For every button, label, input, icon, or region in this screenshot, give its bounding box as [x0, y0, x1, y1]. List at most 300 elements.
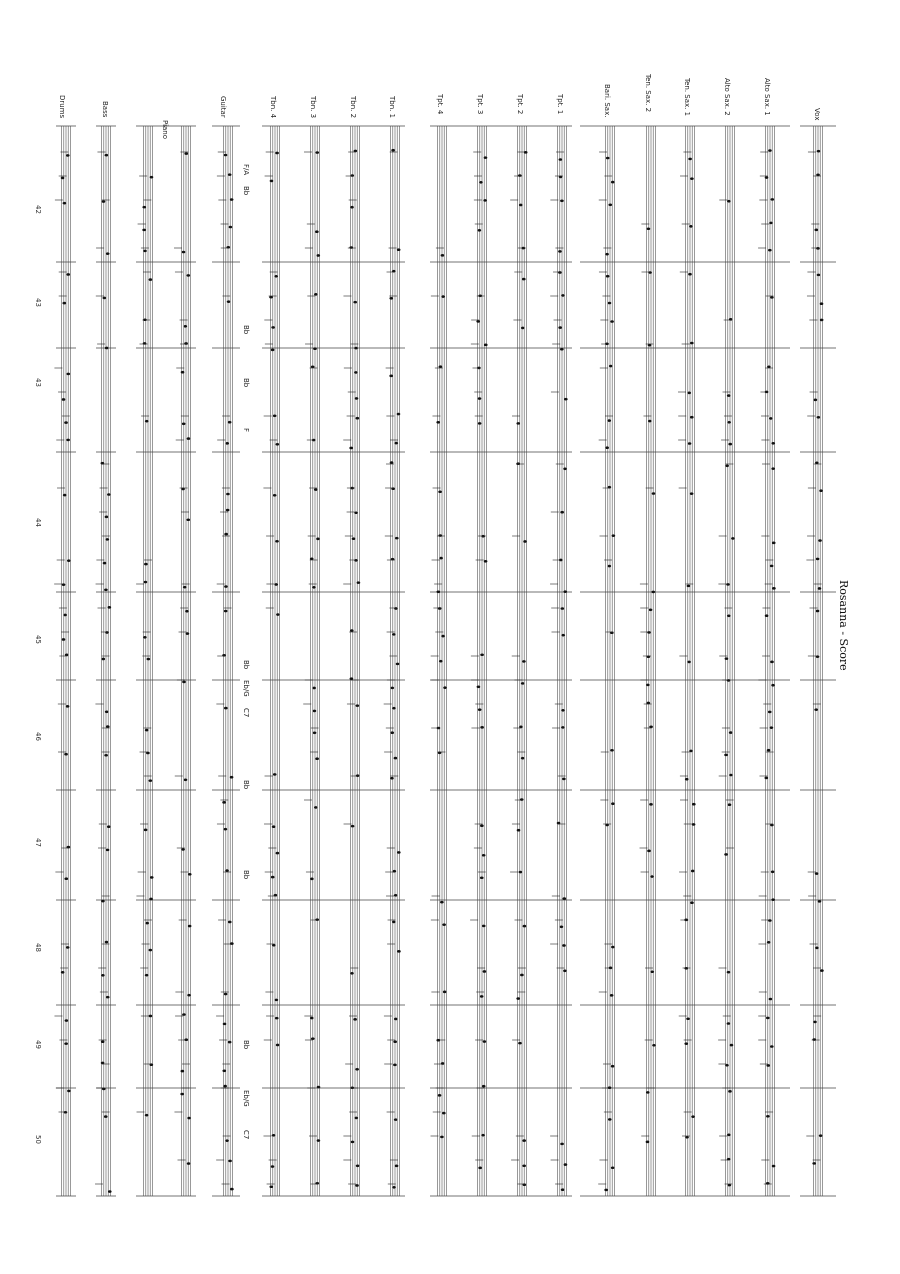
instrument-label-vox: Vox — [813, 108, 821, 121]
note-head — [180, 1093, 184, 1096]
note-head — [224, 707, 228, 710]
chord-symbols — [242, 164, 250, 1139]
note-head — [184, 778, 188, 781]
note-head — [650, 875, 654, 878]
note-head — [181, 1070, 185, 1073]
note-head — [67, 1090, 71, 1093]
score-title: Rosanna - Score — [837, 580, 850, 671]
note-head — [649, 608, 653, 611]
note-head — [443, 991, 447, 994]
note-head — [814, 229, 818, 232]
note-head — [476, 320, 480, 323]
note-head — [145, 922, 149, 925]
note-head — [390, 777, 394, 780]
note-head — [273, 494, 277, 497]
instrument-label-tpt-3: Tpt. 3 — [476, 94, 484, 115]
note-head — [103, 562, 107, 565]
note-head — [726, 583, 730, 586]
note-head — [356, 417, 360, 420]
note-head — [104, 754, 108, 757]
note-head — [727, 679, 731, 682]
note-head — [395, 537, 399, 540]
measure-number: 47 — [34, 838, 42, 847]
note-head — [356, 704, 360, 707]
note-head — [392, 1186, 396, 1189]
note-head — [820, 319, 824, 322]
note-head — [226, 493, 230, 496]
note-head — [730, 1044, 734, 1047]
note-head — [355, 1068, 359, 1071]
note-head — [102, 200, 106, 203]
note-head — [646, 1091, 650, 1094]
note-head — [731, 537, 735, 540]
note-head — [230, 776, 234, 779]
note-head — [397, 950, 401, 953]
note-head — [820, 969, 824, 972]
note-head — [106, 996, 110, 999]
note-head — [727, 1134, 731, 1137]
note-head — [227, 300, 231, 303]
note-head — [562, 897, 566, 900]
note-head — [518, 1042, 522, 1045]
note-head — [188, 873, 192, 876]
note-head — [101, 900, 105, 903]
note-head — [766, 1115, 770, 1118]
note-head — [230, 1188, 234, 1191]
instrument-label-alto-sax-1: Alto Sax. 1 — [763, 78, 771, 116]
note-head — [816, 247, 820, 250]
note-head — [62, 583, 66, 586]
note-head — [394, 1018, 398, 1021]
instrument-label-tpt-4: Tpt. 4 — [436, 94, 444, 115]
note-head — [770, 296, 774, 299]
note-head — [770, 661, 774, 664]
note-head — [562, 944, 566, 947]
note-head — [561, 634, 565, 637]
note-head — [558, 250, 562, 253]
note-head — [724, 853, 728, 856]
chord-symbol: Bb — [242, 378, 250, 388]
note-head — [145, 1114, 149, 1117]
note-head — [224, 993, 228, 996]
note-head — [62, 302, 66, 305]
note-head — [355, 1117, 359, 1120]
note-head — [392, 707, 396, 710]
note-head — [814, 708, 818, 711]
note-head — [441, 635, 445, 638]
note-head — [274, 275, 278, 278]
note-head — [394, 442, 398, 445]
note-head — [690, 177, 694, 180]
note-head — [688, 273, 692, 276]
note-head — [106, 252, 110, 255]
note-head — [311, 1037, 315, 1040]
measure-number: 42 — [34, 205, 42, 214]
note-head — [66, 273, 70, 276]
chord-symbol: Bb — [242, 1040, 250, 1050]
note-head — [647, 631, 651, 634]
note-head — [812, 1038, 816, 1041]
note-head — [269, 1185, 273, 1188]
note-head — [728, 443, 732, 446]
note-head — [442, 1112, 446, 1115]
note-head — [564, 1163, 568, 1166]
chord-symbol: Bb — [242, 780, 250, 790]
note-head — [687, 661, 691, 664]
note-head — [816, 655, 820, 658]
note-head — [394, 607, 398, 610]
note-head — [143, 250, 147, 253]
note-head — [768, 249, 772, 252]
note-head — [518, 174, 522, 177]
note-head — [728, 803, 732, 806]
note-head — [561, 1188, 565, 1191]
note-head — [563, 590, 567, 593]
note-head — [441, 295, 445, 298]
note-head — [106, 538, 110, 541]
note-head — [313, 347, 317, 350]
measure-number: 48 — [34, 943, 42, 952]
instrument-label-ten-sax-2: Ten. Sax. 2 — [644, 74, 652, 113]
note-head — [727, 200, 731, 203]
note-head — [690, 492, 694, 495]
chord-symbol: Bb — [242, 325, 250, 335]
note-head — [222, 801, 226, 804]
note-head — [480, 995, 484, 998]
note-head — [521, 682, 525, 685]
note-head — [390, 731, 394, 734]
note-head — [63, 494, 67, 497]
measure-number: 46 — [34, 732, 42, 741]
note-head — [519, 204, 523, 207]
note-head — [482, 1085, 486, 1088]
note-head — [727, 394, 731, 397]
note-head — [605, 253, 609, 256]
note-head — [149, 898, 153, 901]
note-head — [66, 705, 70, 708]
note-head — [650, 970, 654, 973]
instrument-label-bass: Bass — [101, 101, 109, 118]
note-head — [523, 925, 527, 928]
note-head — [561, 607, 565, 610]
note-head — [187, 1117, 191, 1120]
note-head — [604, 1189, 608, 1192]
note-head — [149, 278, 153, 281]
note-head — [147, 658, 151, 661]
note-head — [561, 709, 565, 712]
note-head — [563, 467, 567, 470]
note-head — [765, 176, 769, 179]
note-head — [187, 437, 191, 440]
note-head — [516, 422, 520, 425]
chord-symbol: Eb/G — [242, 1090, 250, 1107]
note-head — [271, 326, 275, 329]
note-head — [314, 293, 318, 296]
note-head — [764, 777, 768, 780]
note-head — [611, 946, 615, 949]
note-head — [353, 1018, 357, 1021]
instrument-label-alto-sax-2: Alto Sax. 2 — [723, 78, 731, 116]
note-head — [439, 365, 443, 368]
note-head — [350, 174, 354, 177]
note-head — [351, 1141, 355, 1144]
note-head — [354, 371, 358, 374]
note-head — [611, 181, 615, 184]
note-head — [226, 509, 230, 512]
note-head — [765, 614, 769, 617]
note-head — [228, 1160, 232, 1163]
note-head — [652, 1044, 656, 1047]
note-head — [564, 398, 568, 401]
note-head — [312, 687, 316, 690]
note-head — [272, 944, 276, 947]
note-head — [106, 849, 110, 852]
note-head — [724, 754, 728, 757]
note-head — [389, 297, 393, 300]
note-head — [772, 587, 776, 590]
note-head — [389, 375, 393, 378]
note-head — [272, 1134, 276, 1137]
note-head — [396, 663, 400, 666]
note-head — [394, 757, 398, 760]
instrument-label-piano: Piano — [161, 120, 169, 140]
note-head — [315, 230, 319, 233]
note-head — [729, 774, 733, 777]
note-head — [223, 1085, 227, 1088]
note-head — [647, 227, 651, 230]
note-head — [310, 1017, 314, 1020]
note-head — [767, 365, 771, 368]
note-head — [271, 1165, 275, 1168]
note-head — [67, 559, 71, 562]
note-head — [560, 348, 564, 351]
note-head — [522, 1139, 526, 1142]
note-head — [314, 806, 318, 809]
note-head — [817, 416, 821, 419]
note-head — [349, 447, 353, 450]
note-head — [522, 1164, 526, 1167]
note-head — [101, 1040, 105, 1043]
note-head — [184, 152, 188, 155]
note-head — [767, 749, 771, 752]
note-head — [818, 587, 822, 590]
note-head — [649, 803, 653, 806]
note-head — [105, 710, 109, 713]
note-head — [271, 349, 275, 352]
note-head — [820, 302, 824, 305]
note-head — [310, 878, 314, 881]
note-head — [105, 154, 109, 157]
note-head — [441, 1062, 445, 1065]
note-head — [101, 974, 105, 977]
note-head — [357, 581, 361, 584]
note-head — [818, 539, 822, 542]
note-head — [143, 636, 147, 639]
note-head — [150, 876, 154, 879]
note-head — [66, 946, 70, 949]
note-head — [61, 971, 65, 974]
note-head — [103, 297, 107, 300]
note-head — [275, 999, 279, 1002]
instrument-label-tbn-1: Tbn. 1 — [388, 96, 396, 119]
note-head — [392, 921, 396, 924]
note-head — [815, 947, 819, 950]
note-head — [354, 511, 358, 514]
note-head — [443, 686, 447, 689]
note-head — [769, 222, 773, 225]
note-head — [188, 925, 192, 928]
note-head — [767, 941, 771, 944]
note-head — [691, 870, 695, 873]
note-head — [685, 778, 689, 781]
note-head — [66, 154, 70, 157]
note-head — [61, 177, 65, 180]
note-head — [317, 1086, 321, 1089]
note-head — [187, 274, 191, 277]
note-head — [606, 275, 610, 278]
note-head — [768, 149, 772, 152]
note-head — [228, 1041, 232, 1044]
note-head — [688, 158, 692, 161]
note-head — [182, 681, 186, 684]
note-head — [107, 825, 111, 828]
note-head — [766, 1064, 770, 1067]
note-head — [393, 1040, 397, 1043]
note-head — [356, 774, 360, 777]
note-head — [101, 658, 105, 661]
note-head — [62, 638, 66, 641]
note-head — [770, 565, 774, 568]
note-head — [276, 443, 280, 446]
note-head — [727, 1022, 731, 1025]
note-head — [727, 971, 731, 974]
note-head — [647, 850, 651, 853]
note-head — [184, 342, 188, 345]
note-head — [274, 583, 278, 586]
note-head — [690, 416, 694, 419]
note-head — [483, 970, 487, 973]
note-head — [275, 540, 279, 543]
note-head — [608, 302, 612, 305]
instrument-label-bari-sax: Bari. Sax. — [603, 84, 611, 118]
note-head — [522, 278, 526, 281]
note-head — [690, 901, 694, 904]
note-head — [725, 464, 729, 467]
note-head — [524, 151, 528, 154]
note-head — [477, 686, 481, 689]
note-head — [63, 614, 67, 617]
instrument-label-ten-sax-1: Ten. Sax. 1 — [683, 78, 691, 117]
note-head — [186, 632, 190, 635]
note-head — [315, 918, 319, 921]
note-head — [313, 710, 317, 713]
note-head — [142, 206, 146, 209]
note-head — [648, 420, 652, 423]
note-head — [350, 206, 354, 209]
note-head — [816, 610, 820, 613]
note-head — [397, 413, 401, 416]
note-head — [272, 825, 276, 828]
note-head — [230, 942, 234, 945]
note-head — [225, 442, 229, 445]
note-head — [104, 588, 108, 591]
note-head — [356, 1164, 360, 1167]
note-head — [273, 415, 277, 418]
note-head — [771, 198, 775, 201]
note-head — [397, 248, 401, 251]
note-head — [611, 1065, 615, 1068]
note-head — [772, 1165, 776, 1168]
note-head — [480, 653, 484, 656]
chord-symbol: F — [242, 428, 250, 433]
note-head — [184, 325, 188, 328]
note-head — [438, 490, 442, 493]
note-head — [814, 399, 818, 402]
note-head — [766, 1017, 770, 1020]
note-head — [769, 998, 773, 1001]
note-head — [224, 828, 228, 831]
instrument-label-tpt-1: Tpt. 1 — [556, 94, 564, 115]
note-head — [63, 202, 67, 205]
note-head — [350, 629, 354, 632]
note-head — [311, 365, 315, 368]
note-head — [187, 1162, 191, 1165]
note-head — [224, 585, 228, 588]
note-head — [560, 511, 564, 514]
note-head — [480, 824, 484, 827]
note-head — [354, 559, 358, 562]
note-head — [108, 1190, 112, 1193]
note-head — [651, 591, 655, 594]
note-head — [517, 829, 521, 832]
chord-symbol: Bb — [242, 870, 250, 880]
note-head — [522, 660, 526, 663]
note-head — [223, 1023, 227, 1026]
note-head — [438, 534, 442, 537]
note-head — [228, 421, 232, 424]
note-head — [480, 876, 484, 879]
note-head — [105, 941, 109, 944]
note-head — [315, 757, 319, 760]
measure-number: 43 — [34, 298, 42, 307]
note-head — [689, 750, 693, 753]
instrument-label-tbn-2: Tbn. 2 — [349, 96, 357, 119]
note-head — [727, 421, 731, 424]
note-head — [275, 1017, 279, 1020]
note-head — [392, 633, 396, 636]
note-head — [230, 198, 234, 201]
note-head — [652, 492, 656, 495]
instrument-label-tpt-2: Tpt. 2 — [516, 94, 524, 115]
note-head — [439, 660, 443, 663]
note-head — [483, 199, 487, 202]
note-head — [391, 149, 395, 152]
note-head — [560, 199, 564, 202]
note-head — [478, 422, 482, 425]
note-head — [144, 581, 148, 584]
note-head — [817, 150, 821, 153]
note-head — [395, 1165, 399, 1168]
note-head — [478, 397, 482, 400]
note-head — [224, 610, 228, 613]
note-head — [441, 254, 445, 257]
note-head — [144, 563, 148, 566]
note-head — [314, 488, 318, 491]
note-head — [62, 398, 66, 401]
chord-symbol: Bb — [242, 186, 250, 196]
instrument-label-guitar: Guitar — [219, 96, 227, 118]
note-head — [182, 423, 186, 426]
